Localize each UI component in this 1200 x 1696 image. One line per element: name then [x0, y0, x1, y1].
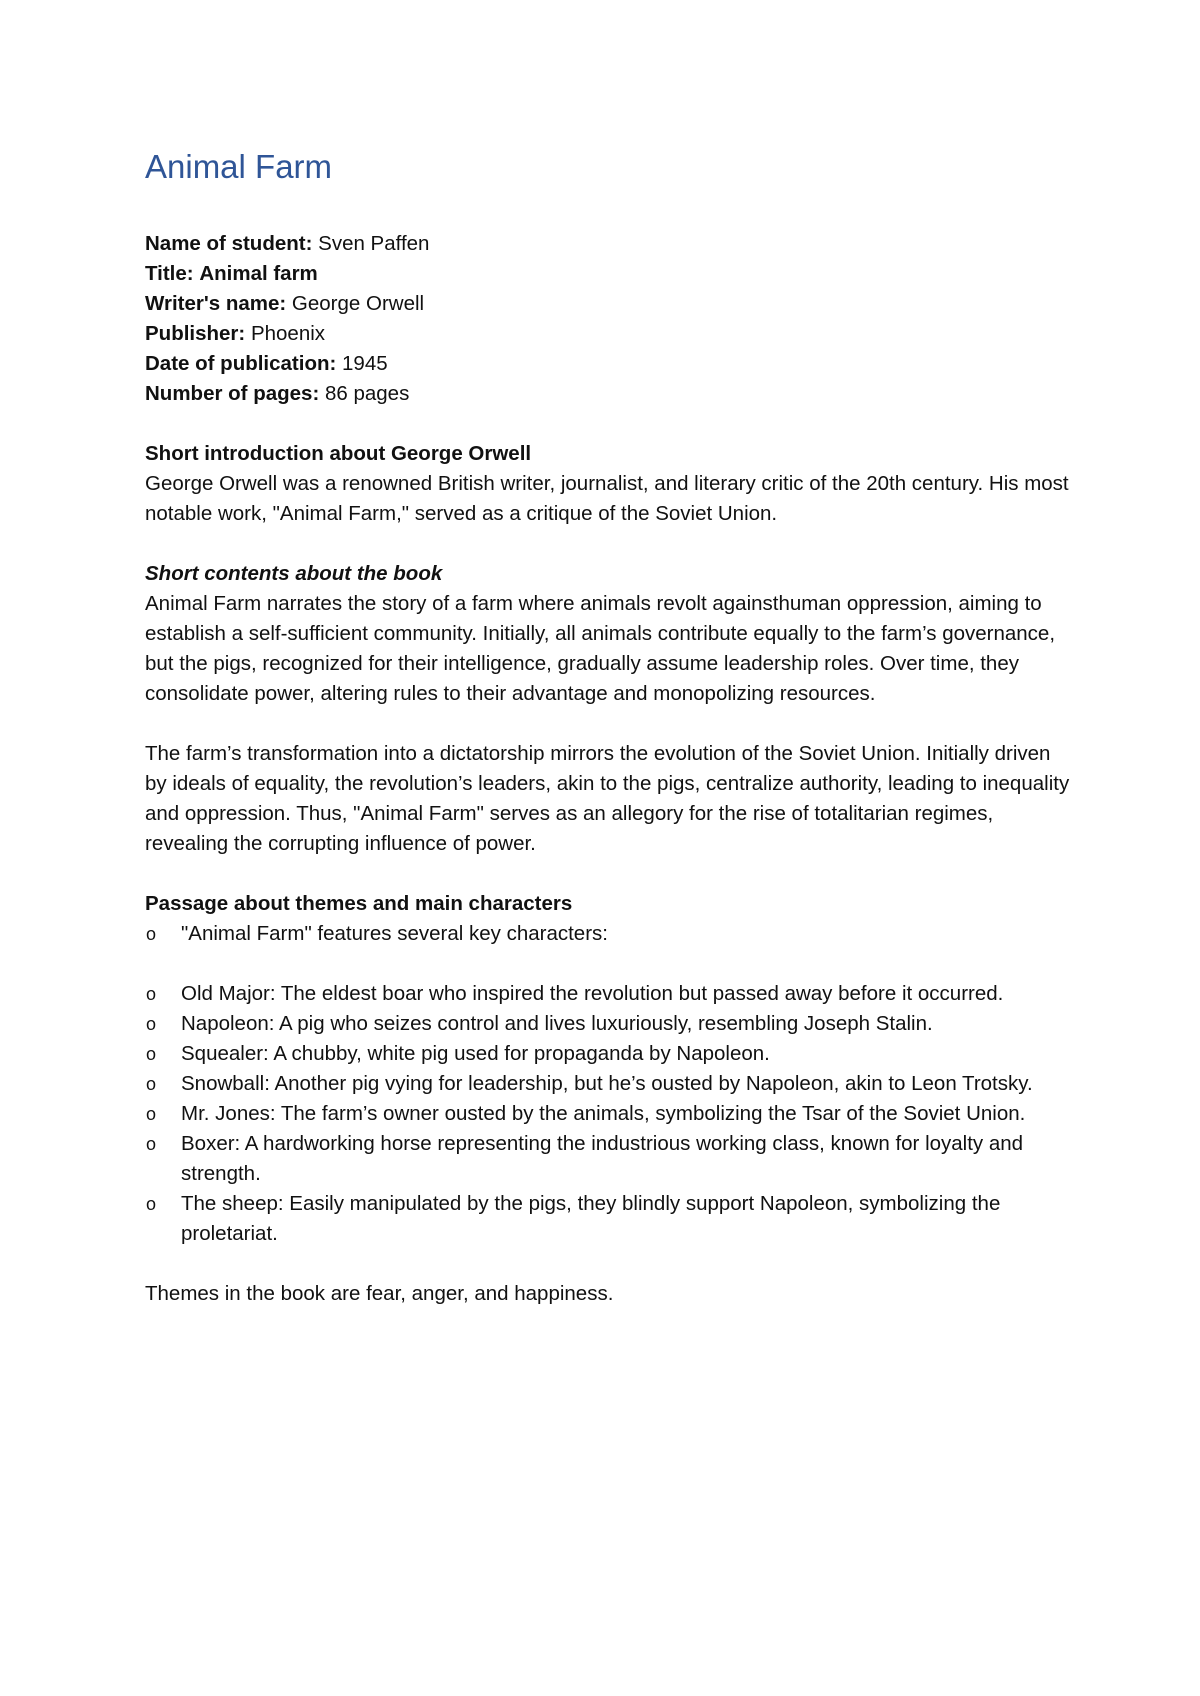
contents-paragraph-2: The farm’s transformation into a dictatorship mirrors the evolution of the Soviet Union. Initially driven by ideals of equality, the revolution’s leaders, akin to the pigs, centralize authority, leading to inequality and oppression. Thus, "Animal Farm" serves as an allegory for the rise of totalitarian regimes, revealing the corrupting influence of power.: [145, 742, 1070, 855]
date-value: 1945: [342, 352, 388, 375]
pages-value: 86 pages: [324, 382, 410, 405]
list-item-text: Napoleon: A pig who seizes control and lives luxuriously, resembling Joseph Stalin.: [181, 1012, 933, 1035]
publisher-label: Publisher:: [145, 322, 246, 345]
list-item-text: "Animal Farm" features several key characters:: [181, 922, 608, 945]
list-item-text: Boxer: A hardworking horse representing the industrious working class, known for loyalty and strength.: [181, 1132, 1024, 1185]
characters-heading: Passage about themes and main characters: [145, 892, 573, 915]
list-item-text: Squealer: A chubby, white pig used for propaganda by Napoleon.: [181, 1042, 770, 1065]
writer-row: [145, 289, 1075, 319]
bullet-marker: o: [146, 924, 157, 944]
bullet-marker: o: [146, 1194, 157, 1214]
date-row: [145, 349, 1075, 379]
pages-label: Number of pages:: [145, 382, 320, 405]
list-item-text: The sheep: Easily manipulated by the pigs, they blindly support Napoleon, symbolizing the proletariat.: [181, 1192, 1001, 1245]
student-row: [145, 229, 1075, 259]
title-label: Title:: [145, 262, 194, 285]
contents-paragraph-1: Animal Farm narrates the story of a farm where animals revolt againsthuman oppression, aiming to establish a self-sufficient community. Initially, all animals contribute equally to the farm’s governance, but the pigs, recognized for their intelligence, gradually assume leadership roles. Over time, they consolidate power, altering rules to their advantage and monopolizing resources.: [145, 592, 1056, 705]
list-item: [145, 1189, 1075, 1249]
bullet-marker: o: [146, 984, 157, 1004]
list-item: [145, 1009, 1075, 1039]
bullet-marker: o: [146, 1074, 157, 1094]
student-label: Name of student:: [145, 232, 313, 255]
writer-label: Writer's name:: [145, 292, 287, 315]
bullet-marker: o: [146, 1014, 157, 1034]
list-item: [145, 1099, 1075, 1129]
pages-row: [145, 379, 1075, 409]
writer-value: George Orwell: [291, 292, 425, 315]
list-item: [145, 919, 1075, 949]
publisher-value: Phoenix: [250, 322, 326, 345]
list-item: [145, 1039, 1075, 1069]
bullet-marker: o: [146, 1134, 157, 1154]
publisher-row: [145, 319, 1075, 349]
list-item: [145, 979, 1075, 1009]
document-body: [145, 145, 1075, 1309]
list-item: [145, 1129, 1075, 1189]
student-value: Sven Paffen: [318, 232, 430, 255]
document-title: Animal Farm: [145, 148, 333, 185]
contents-heading: Short contents about the book: [145, 562, 443, 585]
date-label: Date of publication:: [145, 352, 337, 375]
book-details: [145, 229, 1075, 409]
list-item-text: Old Major: The eldest boar who inspired the revolution but passed away before it occurred.: [181, 982, 1004, 1005]
list-item: [145, 1069, 1075, 1099]
themes-paragraph: Themes in the book are fear, anger, and happiness.: [145, 1282, 614, 1305]
title-value: Animal farm: [199, 262, 318, 285]
characters-list: [145, 919, 1075, 1249]
title-row: [145, 259, 1075, 289]
list-item-text: Snowball: Another pig vying for leadership, but he’s ousted by Napoleon, akin to Leon Trotsky.: [181, 1072, 1033, 1095]
list-item-text: Mr. Jones: The farm’s owner ousted by the animals, symbolizing the Tsar of the Soviet Union.: [181, 1102, 1026, 1125]
bullet-marker: o: [146, 1104, 157, 1124]
intro-paragraph: George Orwell was a renowned British writer, journalist, and literary critic of the 20th century. His most notable work, "Animal Farm," served as a critique of the Soviet Union.: [145, 472, 1069, 525]
bullet-marker: o: [146, 1044, 157, 1064]
intro-heading: Short introduction about George Orwell: [145, 442, 532, 465]
